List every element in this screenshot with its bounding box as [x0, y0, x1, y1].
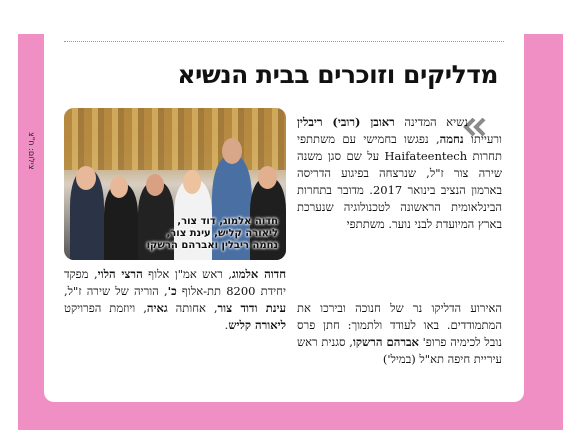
newspaper-clipping: [27, 34, 524, 402]
article-paragraph-3: [64, 266, 286, 334]
article-right-column: [297, 114, 502, 233]
article-paragraph-2: [297, 300, 502, 368]
article-paragraph-1: [297, 114, 502, 233]
text-run: , הוריה של שירה ז"ל,: [64, 284, 168, 298]
photo-person-head: [146, 174, 164, 196]
person-name: הרצי הלוי: [97, 267, 143, 281]
person-name: חדוה אלמוג: [231, 267, 286, 281]
text-run: נשיא המדינה: [394, 115, 468, 129]
person-name: עינת ודוד צור: [217, 301, 286, 315]
photo-person-head: [76, 166, 96, 190]
article-photo: [64, 108, 286, 260]
photo-credit: צילום: ח"צ: [27, 132, 36, 170]
president-name: ראובן (רובי) ריבלין: [297, 115, 395, 129]
person-name: גאיה: [146, 301, 168, 315]
text-run: , מפקד יחידת 8200 תת-אלוף: [64, 267, 287, 298]
text-run: , ויוזמת הפרויקט: [64, 301, 147, 315]
person-name: אברהם הרשקו: [352, 335, 419, 349]
photo-person-head: [222, 138, 242, 164]
wife-name: נחמה: [439, 132, 464, 146]
photo-background: [64, 108, 286, 170]
person-name: ליאורה קליש: [228, 318, 286, 332]
photo-caption: חדוה אלמוג, דוד צור, ליאורה קליש, עינת צור, נחמה ריבלין ואברהם הרשקו: [146, 216, 278, 251]
photo-person-head: [258, 166, 277, 189]
article-left-column: [64, 266, 286, 334]
text-run: , אחותה: [167, 301, 218, 315]
text-run: .: [224, 318, 229, 332]
text-run: , סגנית ראש עיריית חיפה תא"ל (במיל'): [297, 335, 502, 366]
text-run: האירוע הדליקו נר של חנוכה ובירכו את המתמודדים. באו לעודד ולתמוך: חתן פרס נובל לכימיה פרופ': [297, 301, 502, 349]
text-run: ורעייתו: [463, 132, 502, 146]
photo-person-head: [183, 170, 201, 194]
person-name: כ': [167, 284, 177, 298]
article-continuation: [297, 300, 502, 368]
dotted-divider: [64, 41, 504, 42]
text-run: , נפגשו בחמישי עם משתתפי תחרות Haifateentech על שם סגן משנה שירה צור ז"ל, שנרצחה בפיגוע הדריסה בארמון הנציב בינואר 2017. מדובר בתחרות הבינלאומית הראשונה לטכנולוגיה שנערכת בארץ המיועדת לבני נוער. משתתפי: [297, 132, 502, 231]
headline: מדליקים וזוכרים בבית הנשיא: [177, 60, 498, 89]
text-run: , ראש אמ"ן אלוף: [142, 267, 232, 281]
photo-person-head: [110, 176, 128, 198]
